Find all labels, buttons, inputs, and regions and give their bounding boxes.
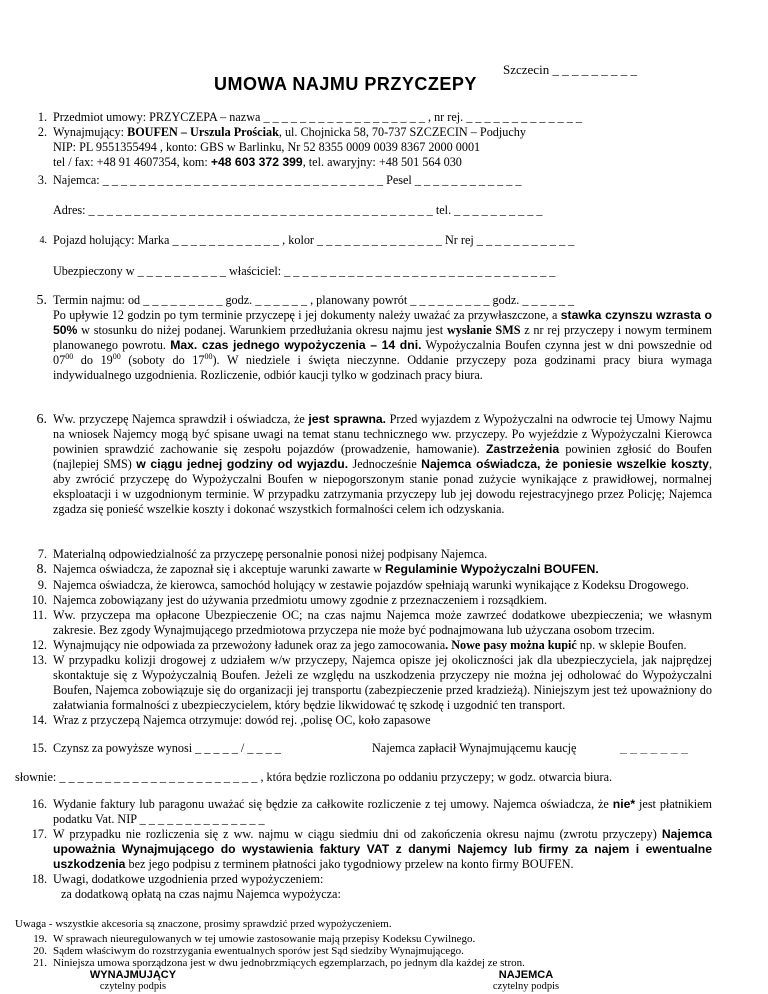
clause-1: 1. Przedmiot umowy: PRZYCZEPA – nazwa _ _ _ _ _ _ _ _ _ _ _ _ _ _ _ _ _ _ , nr rej. _ _ _ _ _ _ _ _ _ _ _ _ _ <box>37 110 583 124</box>
clause-16: 16. Wydanie faktury lub paragonu uważać się będzie za całkowite rozliczenie z tej umowy. Najemca oświadcza, że nie* jest płatnikiem podatku Vat. NIP _ _ _ _ _ _ _ _ _ _ _ _ _ _ <box>31 797 712 826</box>
lessor-signature-block: WYNAJMUJĄCY czytelny podpis <box>89 969 177 992</box>
clause-21: 21. Niniejsza umowa sporządzona jest w dwu jednobrzmiących egzemplarzach, po jednym dla każdej ze stron. <box>33 957 525 969</box>
clause-9: 9. Najemca oświadcza, że kierowca, samochód holujący w zestawie pojazdów spełniają warunki wynikające z Kodeksu Drogowego. <box>37 578 689 592</box>
clause-4: 4. Pojazd holujący: Marka _ _ _ _ _ _ _ _ _ _ _ _ , kolor _ _ _ _ _ _ _ _ _ _ _ _ _ _ Nr rej _ _ _ _ _ _ _ _ _ _ _ <box>39 233 575 247</box>
clause-8: 8. Najemca oświadcza, że zapoznał się i akceptuje warunki zawarte w Regulaminie Wypożyczalni BOUFEN. <box>36 562 599 577</box>
lessee-field: Najemca: _ _ _ _ _ _ _ _ _ _ _ _ _ _ _ _ _ _ _ _ _ _ _ _ _ _ _ _ _ _ _ Pesel _ _ _ _ _ _ _ _ _ _ _ _ <box>53 173 522 187</box>
clause-20: 20. Sądem właściwym do rozstrzygania ewentualnych sporów jest Sąd siedziby Wynajmującego. <box>33 945 464 957</box>
clause-18: 18. Uwagi, dodatkowe uzgodnienia przed wypożyczeniem: za dodatkową opłatą na czas najmu Najemca wypożycza: <box>31 872 341 901</box>
clause-14: 14. Wraz z przyczepą Najemca otrzymuje: dowód rej. ,polisę OC, koło zapasowe <box>31 713 431 727</box>
clause-3: 3. Najemca: _ _ _ _ _ _ _ _ _ _ _ _ _ _ _ _ _ _ _ _ _ _ _ _ _ _ _ _ _ _ _ Pesel _ _ _ _ _ _ _ _ _ _ _ _ <box>37 173 522 187</box>
clause-6: 6. Ww. przyczepę Najemca sprawdził i oświadcza, że jest sprawna. Przed wyjazdem z Wypożyczalni na odwrocie tej Umowy Najmu na wniosek Najemcy mogą być spisane uwagi na temat stanu technicznego ww. przyczepy. Po wyjeździe z Wypożyczalni Kierowca powinien sprawdzić zachowanie się zespołu pojazdów (prowadzenie, hamowanie). Zastrzeżenia powinien zgłosić do Boufen (najlepiej SMS) w ciągu jednej godziny od wyjazdu. Jednocześnie Najemca oświadcza, że poniesie wszelkie koszty, aby zwrócić przyczepę do Wypożyczalni Boufen w niepogorszonym stanie ponad zużycie wynikające z prawidłowej, normalnej eksploatacji i w uzgodnionym terminie. W przypadku zatrzymania przyczepy lub jej dowodu rejestracyjnego przez Policję; Najemca zgadza się ponieść wszelkie koszty i dokonać wszystkich formalności celem ich odzyskania. <box>36 412 712 516</box>
clause-12: 12. Wynajmujący nie odpowiada za przewożony ładunek oraz za jego zamocowania. Nowe pasy można kupić np. w sklepie Boufen. <box>31 638 687 652</box>
place-date-field: Szczecin _ _ _ _ _ _ _ _ _ <box>503 62 637 77</box>
subject-field: Przedmiot umowy: PRZYCZEPA – nazwa _ _ _ _ _ _ _ _ _ _ _ _ _ _ _ _ _ _ , nr rej. _ _ _ _ _ _ _ _ _ _ _ _ _ <box>53 110 583 124</box>
clause-15: 15. Czynsz za powyższe wynosi _ _ _ _ _ / _ _ _ _ Najemca zapłacił Wynajmującemu kaucję _ _ _ _ _ _ _ <box>31 741 688 755</box>
clause-5: 5. Termin najmu: od _ _ _ _ _ _ _ _ _ godz. _ _ _ _ _ _ , planowany powrót _ _ _ _ _ _ _ _ _ godz. _ _ _ _ _ _ Po upływie 12 godzin po tym terminie przyczepę i jej dokumenty należy uważać za przywłaszczone, a stawka czynszu wzrasta o 50% w stosunku do niżej podanej. Warunkiem przedłużania okresu najmu jest wysłanie SMS z nr rej przyczepy i nowym terminem planowanego powrotu. Max. czas jednego wypożyczenia – 14 dni. Wypożyczalnia Boufen czynna jest w dni powszednie od $07^{00}$ do $19^{00}$ (soboty do $17^{00}$). W niedziele i święta nieczynne. Oddanie przyczepy poza godzinami pracy biura wymaga indywidualnego uzgodnienia. Rozliczenie, odbiór kaucji tylko w godzinach pracy biura. <box>36 293 713 382</box>
deposit-amount-field: _ _ _ _ _ _ _ <box>620 741 688 755</box>
rental-term-field: Termin najmu: od _ _ _ _ _ _ _ _ _ godz. _ _ _ _ _ _ , planowany powrót _ _ _ _ _ _ _ _ _ godz. _ _ _ _ _ _ <box>53 293 575 307</box>
rent-amount-field: Czynsz za powyższe wynosi _ _ _ _ _ / _ _ _ _ <box>53 741 281 755</box>
clause-2: 2. Wynajmujący: BOUFEN – Urszula Prościak, ul. Chojnicka 58, 70-737 SZCZECIN – Podjuchy NIP: PL 9551355494 , konto: GBS w Barlinku, Nr 52 8355 0009 0039 8367 2000 0001 tel / fax: +48 91 4607354, kom: +48 603 372 399, tel. awaryjny: +48 501 564 030 <box>53 125 712 170</box>
document-title: UMOWA NAJMU PRZYCZEPY <box>214 74 477 94</box>
lessor-name: BOUFEN – Urszula Prościak <box>127 125 279 139</box>
lessor-nip-account: NIP: PL 9551355494 , konto: GBS w Barlinku, Nr 52 8355 0009 0039 8367 2000 0001 <box>53 140 481 154</box>
accessories-note: Uwaga - wszystkie akcesoria są znaczone, prosimy sprawdzić przed wypożyczeniem. <box>15 918 392 930</box>
mobile-number: +48 603 372 399 <box>210 155 303 169</box>
clause-13: 13. W przypadku kolizji drogowej z udziałem w/w przyczepy, Najemca opisze jej okoliczności jak dla ubezpieczyciela, jak najprędzej skontaktuje się z Wypożyczalnią Boufen. Jeżeli ze względu na uszkodzenia przyczepy nie można jej odholować do Wypożyczalni Boufen, Najemca zobowiązuje się do organizacji jej transportu (zabezpieczenie przed kradzieżą). Niniejszym jest też upoważniony do załatwiania formalności z ubezpieczycielem, który będzie likwidować tę szkodę i uzgodnić ten transport. <box>31 653 712 712</box>
clause-19: 19. W sprawach nieuregulowanych w tej umowie zastosowanie mają przepisy Kodeksu Cywilnego. <box>33 933 476 945</box>
lessee-address-field: Adres: _ _ _ _ _ _ _ _ _ _ _ _ _ _ _ _ _ _ _ _ _ _ _ _ _ _ _ _ _ _ _ _ _ _ _ _ _ _ tel. _ _ _ _ _ _ _ _ _ _ <box>53 203 543 217</box>
clause-7: 7. Materialną odpowiedzialność za przyczepę personalnie ponosi niżej podpisany Najemca. <box>37 547 488 561</box>
insurance-field: Ubezpieczony w _ _ _ _ _ _ _ _ _ _ właściciel: _ _ _ _ _ _ _ _ _ _ _ _ _ _ _ _ _ _ _ _ _ _ _ _ _ _ _ _ _ _ <box>53 264 556 278</box>
clause-11: 11. Ww. przyczepa ma opłacone Ubezpieczenie OC; na czas najmu Najemca może zawrzeć dodatkowe ubezpieczenia; we własnym zakresie. Bez zgody Wynajmującego przedmiotowa przyczepa nie może być podnajmowana lub użyczana osobom trzecim. <box>32 608 712 637</box>
deposit-in-words-field: słownie: _ _ _ _ _ _ _ _ _ _ _ _ _ _ _ _ _ _ _ _ _ _ , która będzie rozliczona po oddaniu przyczepy; w godz. otwarcia biura. <box>15 770 613 784</box>
regulations-reference: Regulaminie Wypożyczalni BOUFEN. <box>384 562 599 576</box>
clause-17: 17. W przypadku nie rozliczenia się z ww. najmu w ciągu siedmiu dni od zakończenia okresu najmu (zwrotu przyczepy) Najemca upoważnia Wynajmującego do wystawienia faktury VAT z danymi Najemcy lub firmy za najem i ewentualne uszkodzenia bez jego podpisu z terminem płatności jako tygodniowy przelew na konto firmy BOUFEN. <box>31 827 712 871</box>
clause-10: 10. Najemca zobowiązany jest do używania przedmiotu umowy zgodnie z przeznaczeniem i rozsądkiem. <box>31 593 548 607</box>
lessee-signature-block: NAJEMCA czytelny podpis <box>492 969 560 992</box>
towing-vehicle-field: Pojazd holujący: Marka _ _ _ _ _ _ _ _ _ _ _ _ , kolor _ _ _ _ _ _ _ _ _ _ _ _ _ _ Nr rej _ _ _ _ _ _ _ _ _ _ _ <box>53 233 575 247</box>
